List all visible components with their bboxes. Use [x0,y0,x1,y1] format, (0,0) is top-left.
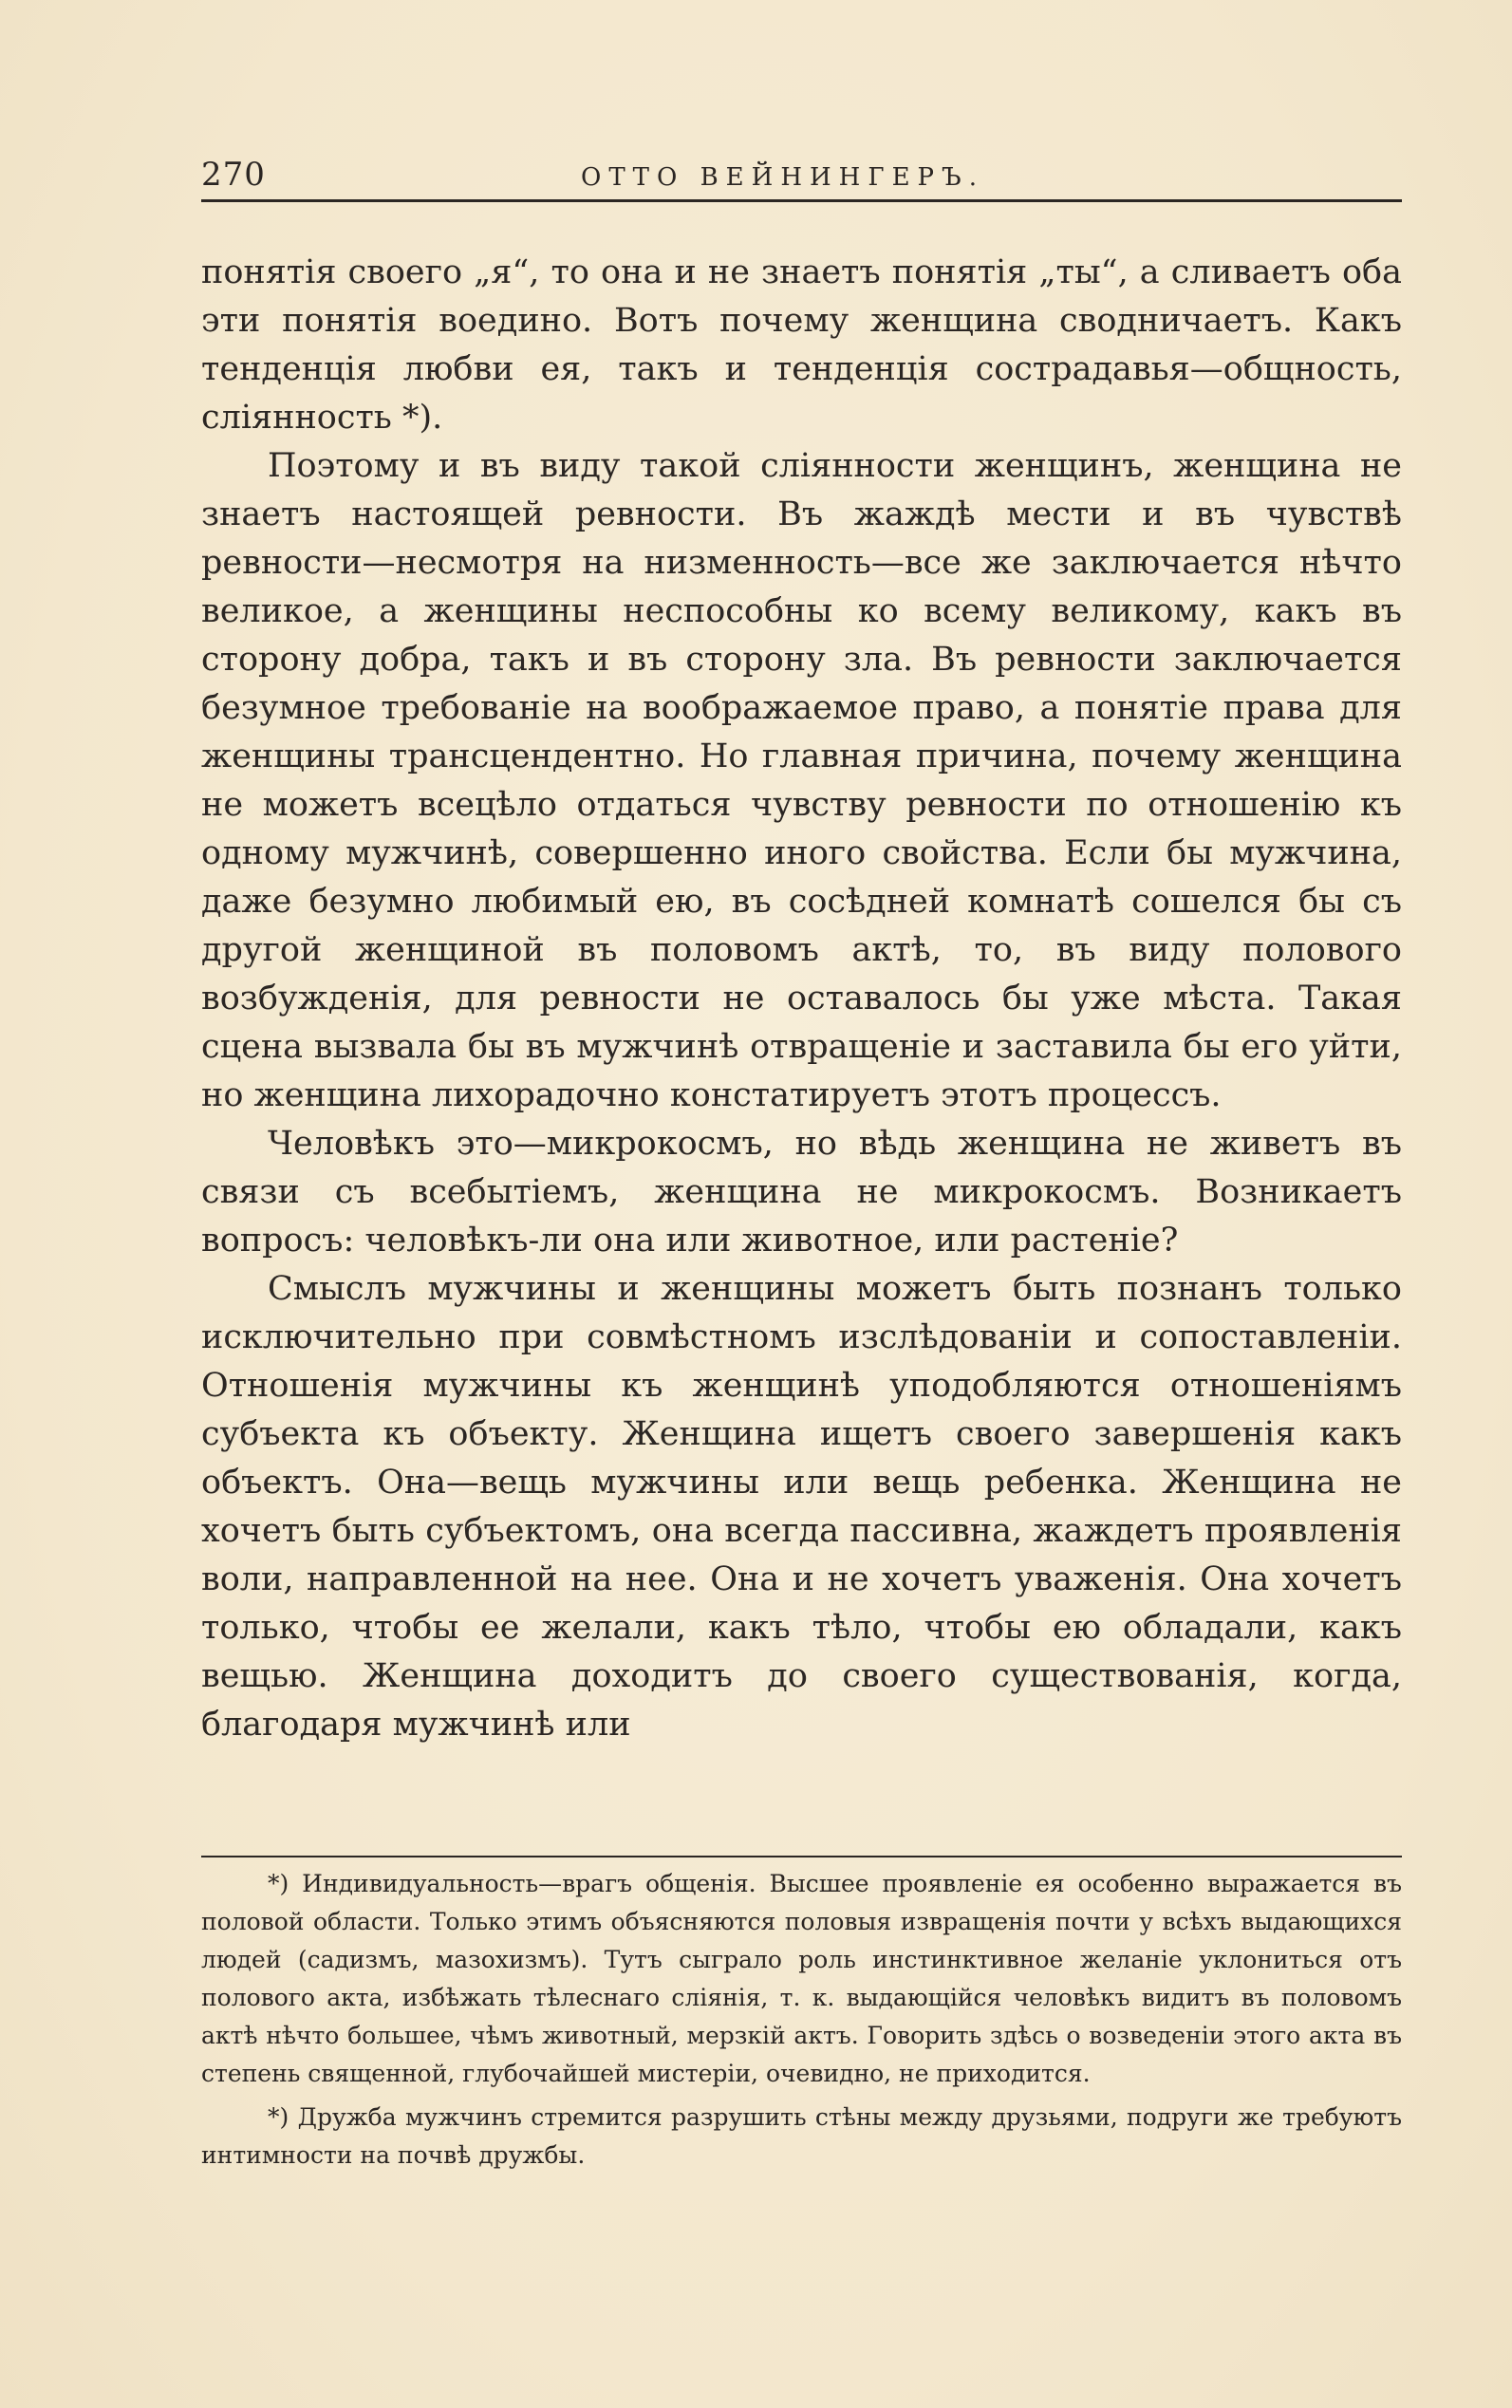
footnote: *) Индивидуальность—врагъ общенія. Высшее проявленіе ея особенно выражается въ половой области. Только этимъ объясняются половыя извращенія почти у всѣхъ выдающихся людей (садизмъ, мазохизмъ). Тутъ сыграло роль инстинктивное желаніе уклониться отъ полового акта, избѣжать тѣлеснаго сліянія, т. к. выдающійся человѣкъ видитъ въ половомъ актѣ нѣчто большее, чѣмъ животный, мерзкій актъ. Говорить здѣсь о возведеніи этого акта въ степень священной, глубочайшей мистеріи, очевидно, не приходится. [201,1870,1402,2087]
footnote-divider [201,1856,1402,1857]
footnotes [201,1865,1402,2175]
footnote: *) Дружба мужчинъ стремится разрушить стѣны между друзьями, подруги же требуютъ интимности на почвѣ дружбы. [201,2103,1402,2169]
paragraph: понятія своего „я“, то она и не знаетъ понятія „ты“, а сливаетъ оба эти понятія воедино. Вотъ почему женщина сводничаетъ. Какъ тенденція любви ея, такъ и тенденція сострадавья—общность, сліянность *). [201,253,1402,437]
paragraph: Человѣкъ это—микрокосмъ, но вѣдь женщина не живетъ въ связи съ всебытіемъ, женщина не микрокосмъ. Возникаетъ вопросъ: человѣкъ-ли она или животное, или растеніе? [201,1125,1402,1260]
paragraph: Поэтому и въ виду такой сліянности женщинъ, женщина не знаетъ настоящей ревности. Въ жаждѣ мести и въ чувствѣ ревности—несмотря на низменность—все же заключается нѣчто великое, а женщины неспособны ко всему великому, какъ въ сторону добра, такъ и въ сторону зла. Въ ревности заключается безумное требованіе на воображаемое право, а понятіе права для женщины трансцендентно. Но главная причина, почему женщина не можетъ всецѣло отдаться чувству ревности по отношенію къ одному мужчинѣ, совершенно иного свойства. Если бы мужчина, даже безумно любимый ею, въ сосѣдней комнатѣ сошелся бы съ другой женщиной въ половомъ актѣ, то, въ виду полового возбужденія, для ревности не оставалось бы уже мѣста. Такая сцена вызвала бы въ мужчинѣ отвращеніе и заставила бы его уйти, но женщина лихорадочно констатируетъ этотъ процессъ. [201,447,1402,1114]
running-title: ОТТО ВЕЙНИНГЕРЪ. [581,163,984,192]
paragraph: Смыслъ мужчины и женщины можетъ быть познанъ только исключительно при совмѣстномъ изслѣдованіи и сопоставленіи. Отношенія мужчины къ женщинѣ уподобляются отношеніямъ субъекта къ объекту. Женщина ищетъ своего завершенія какъ объектъ. Она—вещь мужчины или вещь ребенка. Женщина не хочетъ быть субъектомъ, она всегда пассивна, жаждетъ проявленія воли, направленной на нее. Она и не хочетъ уваженія. Она хочетъ только, чтобы ее желали, какъ тѣло, чтобы ею обладали, какъ вещью. Женщина доходитъ до своего существованія, когда, благодаря мужчинѣ или [201,1270,1402,1744]
main-text [201,249,1402,1749]
page-number: 270 [201,156,266,194]
page-header [201,152,1402,202]
